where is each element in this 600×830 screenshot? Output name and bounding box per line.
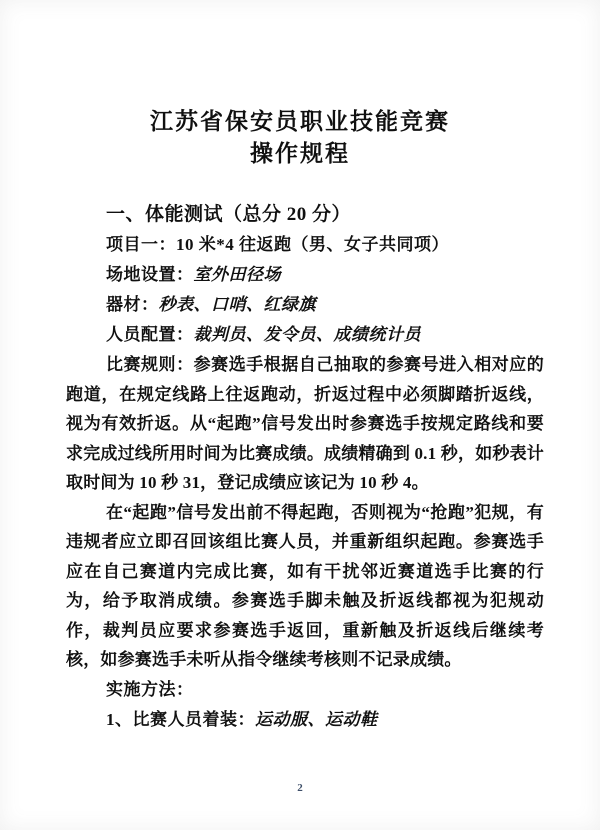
method-item-1-label: 1、比赛人员着装： <box>106 709 255 729</box>
title-line-1: 江苏省保安员职业技能竞赛 <box>150 109 450 134</box>
field-event <box>66 230 544 260</box>
field-equipment <box>66 290 544 320</box>
method-item-1 <box>66 705 544 735</box>
section-heading: 一、体能测试（总分 20 分） <box>106 204 352 225</box>
page-number: 2 <box>297 782 303 794</box>
field-equipment-value: 秒表、口哨、红绿旗 <box>158 295 316 314</box>
field-venue-value: 室外田径场 <box>193 265 281 284</box>
field-event-value: 10 米*4 往返跑（男、女子共同项） <box>176 235 449 254</box>
document-title <box>0 0 600 170</box>
rules-paragraph-2: 在“起跑”信号发出前不得起跑，否则视为“抢跑”犯规，有违规者应立即召回该组比赛人员，并重新组织起跑。参赛选手应在自己赛道内完成比赛，如有干扰邻近赛道选手比赛的行为，给予取消成绩。参赛选手脚未触及折返线都视为犯规动作，裁判员应要求参赛选手返回，重新触及折返线后继续考核，如参赛选手未听从指令继续考核则不记录成绩。 <box>66 502 544 669</box>
method-heading: 实施方法： <box>106 679 194 699</box>
document-body <box>66 200 544 735</box>
field-personnel-label: 人员配置： <box>106 325 194 344</box>
field-venue <box>66 260 544 290</box>
title-line-2: 操作规程 <box>250 141 350 166</box>
field-venue-label: 场地设置： <box>106 265 194 284</box>
field-event-label: 项目一： <box>106 235 176 254</box>
rules-paragraph-1: 比赛规则：参赛选手根据自己抽取的参赛号进入相对应的跑道，在规定线路上往返跑动，折返过程中必须脚踏折返线，视为有效折返。从“起跑”信号发出时参赛选手按规定路线和要求完成过线所用时间为比赛成绩。成绩精确到 0.1 秒，如秒表计取时间为 10 秒 31，登记成绩应该记为 10 秒 4。 <box>66 355 544 492</box>
field-equipment-label: 器材： <box>106 295 159 314</box>
field-personnel <box>66 320 544 350</box>
field-personnel-value: 裁判员、发令员、成绩统计员 <box>193 325 421 344</box>
method-item-1-value: 运动服、运动鞋 <box>255 709 378 729</box>
